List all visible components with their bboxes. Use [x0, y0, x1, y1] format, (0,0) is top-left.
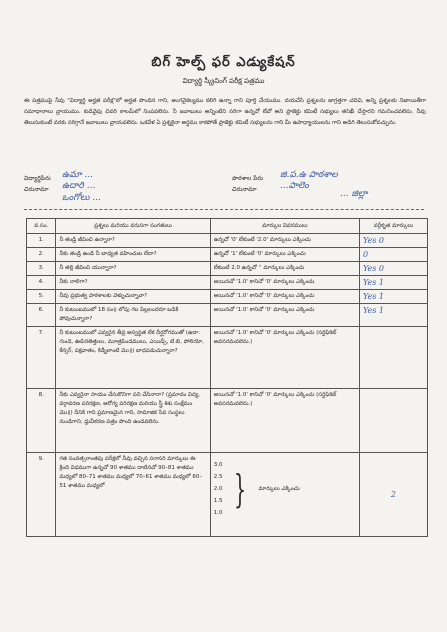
scale-instruction: మార్కులు ఎక్కించు [258, 485, 300, 492]
row-number: 3. [27, 262, 56, 276]
row-question: నీకు తండ్రి ఉండి నీ బాధ్యత వహించుట లేదా? [56, 248, 210, 262]
row-question: నీ తండ్రి జీవించి ఉన్నారా? [56, 234, 210, 248]
header-question: ప్రశ్నలు మరియు వరుసగా సంగతులు [56, 219, 210, 234]
row-condition: లేకుంటే 2.0 ఉన్నచో '' మార్కులు ఎక్కించు [210, 262, 359, 276]
row-mark[interactable]: Yes 0 [359, 262, 427, 276]
row-condition: అయినచో '1.0' కానిచో '0' మార్కులు ఎక్కించు [210, 276, 359, 290]
scale-value: 3.0 [213, 462, 223, 468]
row-mark[interactable]: 0 [359, 248, 427, 262]
scale-value: 2.0 [213, 486, 223, 492]
scale-value: 2.5 [213, 474, 223, 480]
school-address-value[interactable]: ...పాలెం [280, 181, 309, 191]
table-row [27, 327, 428, 389]
row-mark[interactable] [359, 327, 427, 389]
table-row [27, 453, 428, 537]
row-condition: ఉన్నచో '0' లేకుంటే '2.0' మార్కులు ఎక్కించు [210, 234, 359, 248]
divider [24, 209, 424, 210]
row-number: 7. [27, 327, 56, 389]
table-row [27, 262, 428, 276]
row-mark[interactable]: Yes 1 [359, 304, 427, 327]
row-condition: అయినచో '1.0' కానిచో '0' మార్కులు ఎక్కించు (సర్టిఫికెట్ అవసరమవలెను.) [210, 327, 359, 389]
screening-table [26, 218, 428, 537]
row-condition: అయినచో '1.0' కానిచో '0' మార్కులు ఎక్కించు (సర్టిఫికెట్ అవసరమవలెను.) [210, 389, 359, 453]
table-row [27, 389, 428, 453]
row-number: 2. [27, 248, 56, 262]
row-mark[interactable]: Yes 1 [359, 290, 427, 304]
row-question: గత సంవత్సరాంతపు పరీక్షలో నీవు వచ్చిన సరాసరి మార్కులు ఈ క్రింది విధముగా ఉన్నచో 90 శాతము దాటినచో 90–81 శాతము మధ్యలో 80–71 శాతము మధ్యలో 70–61 శాతము మధ్యలో 60–51 శాతము మధ్యలో [56, 453, 210, 537]
row-number: 6. [27, 304, 56, 327]
row-number: 4. [27, 276, 56, 290]
row-condition [210, 453, 359, 537]
brace-icon: } [234, 467, 247, 511]
scale-value: 1.0 [213, 510, 223, 516]
table-row [27, 234, 428, 248]
row-number: 9. [27, 453, 56, 537]
school-address-label: చిరునామా [232, 186, 257, 193]
student-address-label: చిరునామా [24, 186, 49, 193]
header-marks-detail: మార్కుల వివరములు [210, 219, 359, 234]
row-number: 1. [27, 234, 56, 248]
school-name-label: పాఠశాల పేరు [232, 175, 264, 182]
marks-scale-values [214, 459, 223, 519]
row-question: నీ కుటుంబములో 18 సం॥ లోపు గల పిల్లలందరూ బడికి పోవుచున్నారా? [56, 304, 210, 327]
form-instructions: ఈ పత్రముపై నీవు "విద్యార్థి అర్హత పరీక్ష"లో అర్హత పొందిన గాని, అంగవైకల్యము కలిగి ఉన్నా గాని పూర్తి చేయుము. దయచేసి ప్రశ్నలను జాగ్రత్తగా చదివి, అన్ని ప్రశ్నలకు నిజాయితీగా సమాధానాలు వ్రాయుము. కుడివైపు చివరి కాలమ్‌లో నింపవలెను. నీ జవాబులు అన్నింటిని సరిగా ఉన్నవో లేవో అని ప్రాజెక్టు కమిటీ సభ్యులు తనిఖీ చేస్తారని గమనించవలెను. నీవు తెలుసుకుంటే వరకు సరిగ్గానే జవాబులు వ్రాయవలెను. ఒకవేళ ఏ ప్రశ్నకైనా అర్థము కాకపోతే ప్రాజెక్టు కమిటీ సభ్యులను గాని మీ ఉపాధ్యాయులను గాని అడిగి తెలుసుకోవచ్చును. [24, 98, 426, 126]
row-mark[interactable] [359, 389, 427, 453]
table-row [27, 276, 428, 290]
row-question: నీకు ఎవ్వరైనా సాయం చేసుకొనిగా పని చేసినారా? (ప్రమాదం విద్య, వర్గావరణ పరిరక్షణ, ఆరోగ్య పరిరక్షణ మరియు స్త్రీ శిశు సంక్షేమం మొ॥) దీనికి గాని ప్రమాణమైన గాని, సామాజిక సేవ సంస్థలు నుండిగాని, ధ్రువీకరణ పత్రం పొంది ఉండవలెను. [56, 389, 210, 453]
form-subtitle: విద్యార్థి స్క్రీనింగ్ పరీక్ష పత్రము [182, 77, 265, 85]
student-address-value[interactable]: ఉదారి ... [62, 181, 96, 191]
table-row [27, 290, 428, 304]
row-condition: అయినచో '1.0' కానిచో '0' మార్కులు ఎక్కించు [210, 290, 359, 304]
student-name-label: విద్యార్థిపేరు [24, 175, 51, 182]
scale-value: 1.5 [213, 498, 223, 504]
table-header-row [27, 219, 428, 234]
header-marks: వర్గీకృత మార్కులు [359, 219, 427, 234]
student-address-value-2[interactable]: ఒంగోలు ... [62, 193, 101, 203]
table-row [27, 248, 428, 262]
header-serial: వ.సం. [27, 219, 56, 234]
row-number: 5. [27, 290, 56, 304]
form-title: బిగ్ హెల్ప్ ఫర్ ఎడ్యుకేషన్ [151, 55, 296, 70]
row-mark[interactable]: Yes 0 [359, 234, 427, 248]
marks-scale [214, 459, 356, 519]
school-address-value-2[interactable]: ... జిల్లా [340, 189, 368, 199]
student-name-value[interactable]: ఉమా ... [62, 170, 94, 180]
row-mark[interactable]: Yes 1 [359, 276, 427, 290]
row-number: 8. [27, 389, 56, 453]
row-question: నీవు ప్రభుత్వ పాఠశాలకు వెళ్ళుచున్నావా? [56, 290, 210, 304]
row-condition: అయినచో '1.0' కానిచో '0' మార్కులు ఎక్కించు [210, 304, 359, 327]
table-row [27, 304, 428, 327]
row-question: నీ కుటుంబములో ఎవ్వరైన తీవ్ర అస్వస్థత లేక దీర్ఘరోగముతో (ఉదా: గుండె, ఊపిరితిత్తులు, మూత్రపిండములు, ఎయిడ్స్, టి.బి, పోలియో, కేన్సర్, పక్షవాతం, కిడ్నీలాంటి మొ॥) బాధపడుచున్నారా? [56, 327, 210, 389]
row-mark[interactable]: 2 [359, 453, 427, 537]
school-name-value[interactable]: జి.ప.ఉ పాఠశాల [280, 170, 338, 180]
row-condition: ఉన్నచో '1' లేకుంటే '0' మార్కులు ఎక్కించు [210, 248, 359, 262]
row-question: నీకు నాలిగా? [56, 276, 210, 290]
row-question: నీ తల్లి జీవించి యున్నారా? [56, 262, 210, 276]
